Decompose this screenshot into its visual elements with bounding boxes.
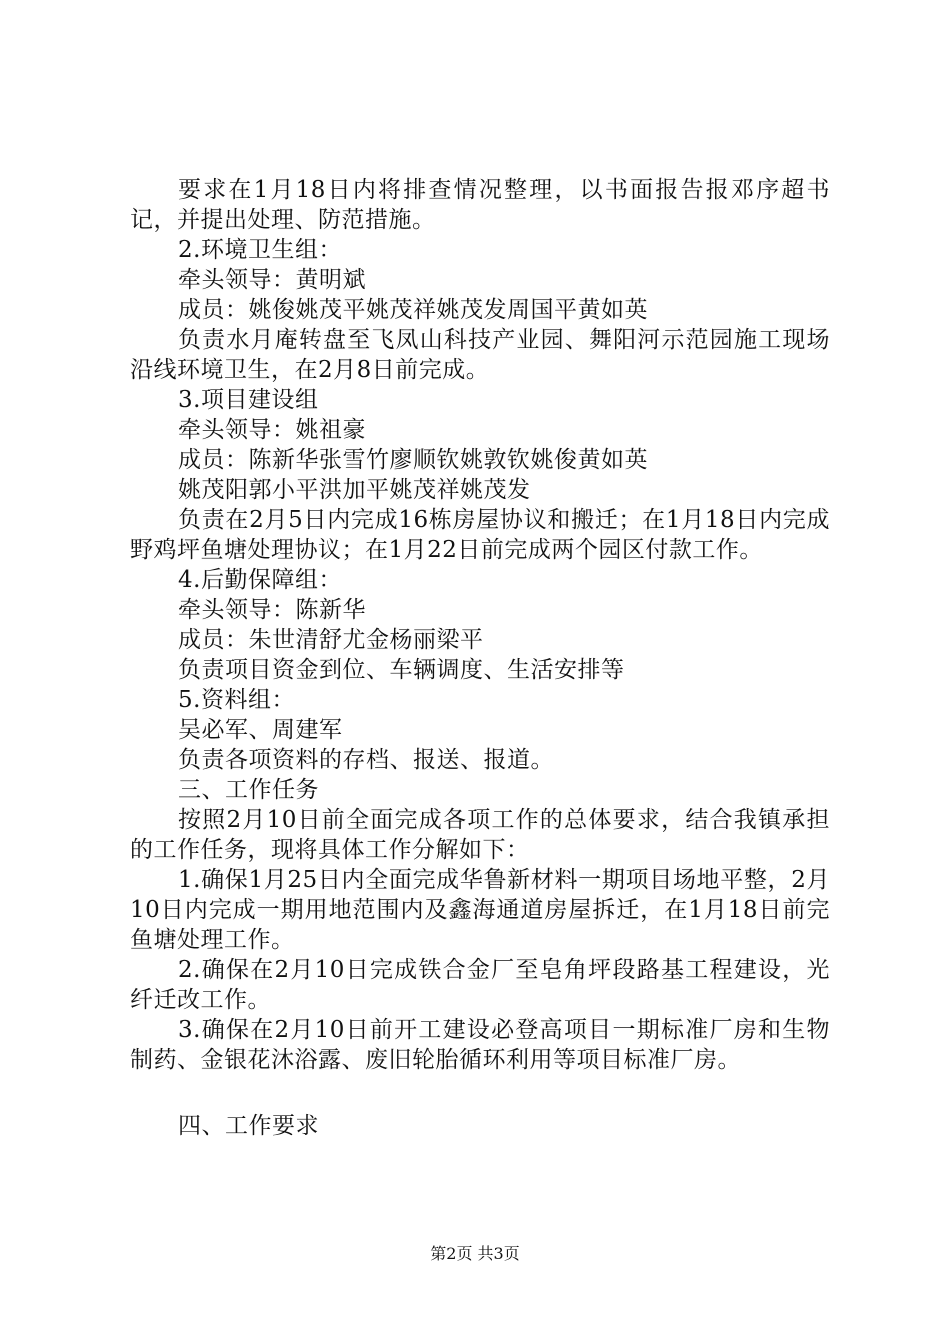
- page-footer: [0, 1244, 950, 1264]
- paragraph-logistics-duty: 负责项目资金到位、车辆调度、生活安排等: [178, 657, 625, 683]
- document-body: [130, 175, 830, 1141]
- paragraph-project-leader: 牵头领导：姚祖豪: [178, 417, 366, 443]
- paragraph-task-3: 3.确保在2月10日前开工建设必登高项目一期标准厂房和生物制药、金银花沐浴露、废旧轮胎循环利用等项目标准厂房。: [130, 1017, 830, 1073]
- paragraph-project-members-cont: 姚茂阳郭小平洪加平姚茂祥姚茂发: [178, 477, 531, 503]
- paragraph-task-1: 1.确保1月25日内全面完成华鲁新材料一期项目场地平整，2月10日内完成一期用地范围内及鑫海通道房屋拆迁，在1月18日前完鱼塘处理工作。: [130, 867, 830, 953]
- paragraph-sanitation-duty: 负责水月庵转盘至飞凤山科技产业园、舞阳河示范园施工现场沿线环境卫生，在2月8日前完成。: [130, 327, 830, 383]
- page-number-label: 第2页 共3页: [430, 1244, 520, 1263]
- paragraph-project-members: 成员：陈新华张雪竹廖顺钦姚敦钦姚俊黄如英: [178, 447, 648, 473]
- paragraph-materials-members: 吴必军、周建军: [178, 717, 343, 743]
- paragraph-logistics-members: 成员：朱世清舒尤金杨丽梁平: [178, 627, 484, 653]
- paragraph-sanitation-leader: 牵头领导：黄明斌: [178, 267, 366, 293]
- heading-logistics-group: 4.后勤保障组：: [178, 567, 342, 593]
- paragraph-project-duty: 负责在2月5日内完成16栋房屋协议和搬迁；在1月18日内完成野鸡坪鱼塘处理协议；在1月22日前完成两个园区付款工作。: [130, 507, 830, 563]
- paragraph-logistics-leader: 牵头领导：陈新华: [178, 597, 366, 623]
- heading-work-requirements: 四、工作要求: [178, 1113, 319, 1139]
- heading-work-tasks: 三、工作任务: [178, 777, 319, 803]
- paragraph-materials-duty: 负责各项资料的存档、报送、报道。: [178, 747, 554, 773]
- paragraph-sanitation-members: 成员：姚俊姚茂平姚茂祥姚茂发周国平黄如英: [178, 297, 648, 323]
- paragraph-tasks-intro: 按照2月10日前全面完成各项工作的总体要求，结合我镇承担的工作任务，现将具体工作分解如下：: [130, 807, 830, 863]
- heading-sanitation-group: 2.环境卫生组：: [178, 237, 342, 263]
- heading-project-group: 3.项目建设组: [178, 387, 319, 413]
- paragraph-task-2: 2.确保在2月10日完成铁合金厂至皂角坪段路基工程建设，光纤迁改工作。: [130, 957, 830, 1013]
- heading-materials-group: 5.资料组：: [178, 687, 295, 713]
- paragraph-report-requirement: 要求在1月18日内将排查情况整理，以书面报告报邓序超书记，并提出处理、防范措施。: [130, 177, 830, 233]
